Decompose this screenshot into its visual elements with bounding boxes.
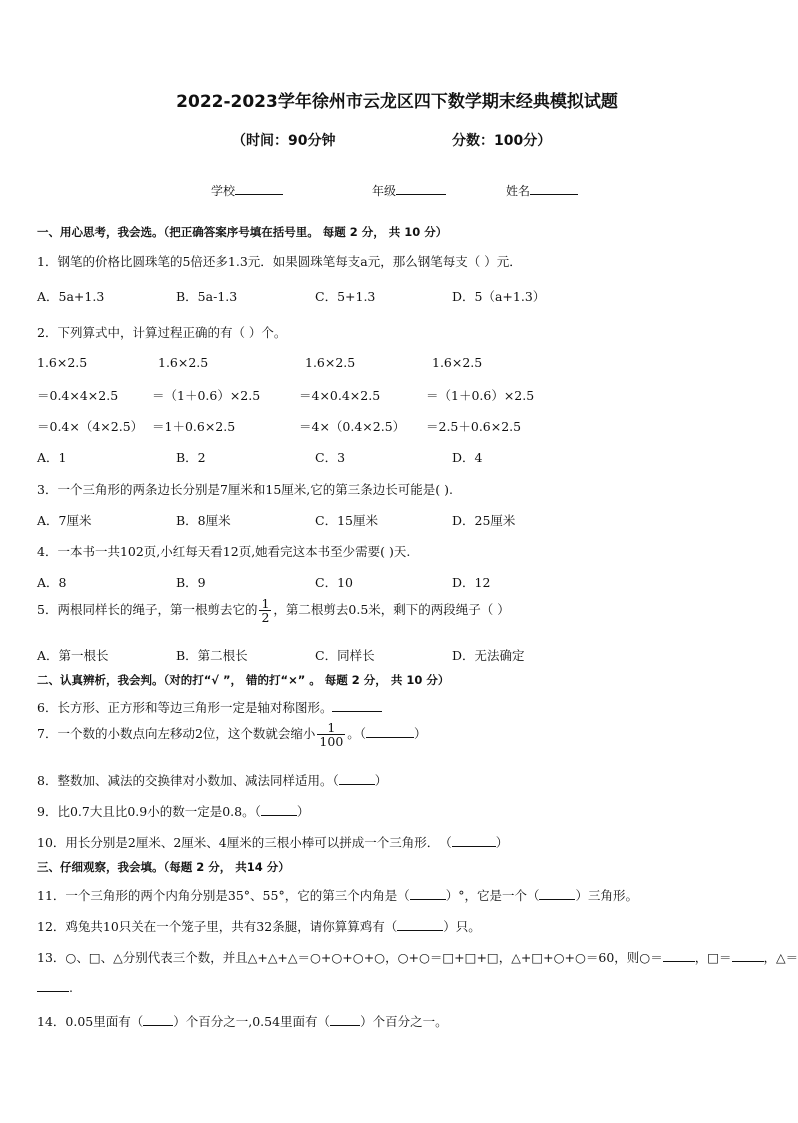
question-6	[37, 698, 382, 716]
q13-text-b: ，□＝	[694, 950, 732, 965]
q12-text-a: 12．鸡兔共10只关在一个笼子里，共有32条腿，请你算算鸡有（	[37, 919, 398, 934]
q11-blank-2[interactable]	[539, 887, 575, 900]
q9-answer-blank[interactable]	[261, 803, 297, 816]
question-8	[37, 771, 387, 789]
q2-col-c-line-2: ＝4×0.4×2.5	[299, 388, 381, 403]
q12-answer-blank[interactable]	[397, 918, 443, 931]
q13-blank-triangle[interactable]	[37, 979, 69, 992]
q2-col-b-line-2: ＝（1＋0.6）×2.5	[152, 388, 261, 403]
q11-text-b: ）°，它是一个（	[445, 888, 540, 903]
q10-text-b: ）	[495, 835, 509, 850]
q2-option-d[interactable]: D．4	[452, 450, 483, 465]
q5-text-a: 5．两根同样长的绳子，第一根剪去它的	[37, 602, 258, 618]
question-9	[37, 802, 309, 820]
q11-text-a: 11．一个三角形的两个内角分别是35°、55°，它的第三个内角是（	[37, 888, 410, 903]
q2-col-a-line-3: ＝0.4×（4×2.5）	[37, 419, 144, 434]
question-11	[37, 886, 638, 904]
q2-option-a[interactable]: A．1	[37, 450, 67, 465]
q11-text-c: ）三角形。	[575, 888, 638, 903]
q1-option-a[interactable]: A．5a+1.3	[37, 289, 105, 304]
q7-text-c: ）	[414, 726, 427, 742]
score-label: 分数：100分）	[452, 133, 552, 149]
q4-option-c[interactable]: C．10	[315, 575, 353, 590]
question-4: 4．一本书一共102页,小红每天看12页,她看完这本书至少需要( )天.	[37, 544, 411, 559]
q13-blank-square[interactable]	[732, 949, 764, 962]
section-2-heading: 二、认真辨析，我会判。（对的打“√ ”， 错的打“×” 。 每题 2 分， 共 10 分）	[37, 673, 450, 687]
q14-text-a: 14．0.05里面有（	[37, 1014, 144, 1029]
q3-option-d[interactable]: D．25厘米	[452, 513, 516, 528]
q5-frac-denominator: 2	[261, 610, 270, 626]
q8-text-a: 8．整数加、减法的交换律对小数加、减法同样适用。（	[37, 773, 339, 788]
grade-blank[interactable]	[396, 182, 446, 195]
q2-option-c[interactable]: C．3	[315, 450, 346, 465]
q7-text-b: 。（	[347, 726, 367, 742]
q3-option-b[interactable]: B．8厘米	[176, 513, 231, 528]
q6-answer-blank[interactable]	[332, 699, 382, 712]
q5-frac-numerator: 1	[261, 596, 270, 611]
q14-blank-1[interactable]	[143, 1013, 173, 1026]
q7-answer-blank[interactable]	[366, 725, 414, 738]
school-field	[211, 182, 283, 199]
q2-col-d-line-3: ＝2.5＋0.6×2.5	[426, 419, 522, 434]
q10-text-a: 10．用长分别是2厘米、2厘米、4厘米的三根小棒可以拼成一个三角形． （	[37, 835, 452, 850]
q1-option-c[interactable]: C．5+1.3	[315, 289, 376, 304]
school-label: 学校	[211, 184, 236, 198]
q7-frac-numerator: 1	[317, 721, 345, 735]
question-3: 3．一个三角形的两条边长分别是7厘米和15厘米,它的第三条边长可能是( ).	[37, 482, 453, 497]
q2-col-b-line-1: 1.6×2.5	[158, 355, 209, 370]
name-field	[506, 182, 578, 199]
q12-text-b: ）只。	[443, 919, 481, 934]
name-blank[interactable]	[530, 182, 578, 195]
q2-col-d-line-1: 1.6×2.5	[432, 355, 483, 370]
q2-col-c-line-3: ＝4×（0.4×2.5）	[299, 419, 406, 434]
q3-option-a[interactable]: A．7厘米	[37, 513, 92, 528]
q5-option-d[interactable]: D．无法确定	[452, 648, 525, 663]
q13-text-c: ，△＝	[763, 950, 798, 965]
q2-col-a-line-1: 1.6×2.5	[37, 355, 88, 370]
q5-option-b[interactable]: B．第二根长	[176, 648, 248, 663]
question-2: 2．下列算式中，计算过程正确的有（ ）个。	[37, 325, 287, 340]
school-blank[interactable]	[235, 182, 283, 195]
question-13	[37, 948, 798, 966]
question-7	[37, 721, 427, 748]
q8-text-b: ）	[374, 773, 388, 788]
grade-field	[372, 182, 446, 199]
q14-blank-2[interactable]	[330, 1013, 360, 1026]
q4-option-a[interactable]: A．8	[37, 575, 67, 590]
page-title: 2022-2023学年徐州市云龙区四下数学期末经典模拟试题	[176, 92, 618, 112]
question-14	[37, 1012, 448, 1030]
name-label: 姓名	[506, 184, 531, 198]
q5-fraction	[259, 597, 271, 624]
section-3-heading: 三、仔细观察，我会填。（每题 2 分， 共14 分）	[37, 860, 290, 874]
q5-option-c[interactable]: C．同样长	[315, 648, 375, 663]
q1-option-b[interactable]: B．5a-1.3	[176, 289, 238, 304]
question-1: 1．钢笔的价格比圆珠笔的5倍还多1.3元．如果圆珠笔每支a元，那么钢笔每支（ ）元．	[37, 254, 522, 269]
q14-text-c: ）个百分之一。	[360, 1014, 448, 1029]
question-12	[37, 917, 481, 935]
q9-text-b: ）	[296, 804, 310, 819]
q13-text-d: .	[69, 980, 73, 995]
q2-col-a-line-2: ＝0.4×4×2.5	[37, 388, 119, 403]
q9-text-a: 9．比0.7大且比0.9小的数一定是0.8。（	[37, 804, 261, 819]
q5-text-b: ，第二根剪去0.5米，剩下的两段绳子（ ）	[273, 602, 510, 618]
q13-blank-circle[interactable]	[663, 949, 695, 962]
q14-text-b: ）个百分之一,0.54里面有（	[173, 1014, 331, 1029]
question-13-continued	[37, 979, 73, 995]
q4-option-b[interactable]: B．9	[176, 575, 206, 590]
q11-blank-1[interactable]	[410, 887, 446, 900]
q13-text-a: 13．○、□、△分别代表三个数，并且△+△+△＝○+○+○+○，○+○＝□+□+□，△+□+○+○＝60，则○＝	[37, 950, 663, 965]
q2-option-b[interactable]: B．2	[176, 450, 206, 465]
question-5	[37, 597, 510, 624]
q2-col-b-line-3: ＝1＋0.6×2.5	[152, 419, 236, 434]
q7-frac-denominator: 100	[319, 734, 344, 750]
q1-option-d[interactable]: D．5（a+1.3）	[452, 289, 546, 304]
q7-fraction	[317, 721, 345, 748]
section-1-heading: 一、用心思考，我会选。（把正确答案序号填在括号里。 每题 2 分， 共 10 分）	[37, 225, 448, 239]
question-10	[37, 833, 508, 851]
q3-option-c[interactable]: C．15厘米	[315, 513, 378, 528]
grade-label: 年级	[372, 184, 397, 198]
q7-text-a: 7．一个数的小数点向左移动2位，这个数就会缩小	[37, 726, 316, 742]
q10-answer-blank[interactable]	[452, 834, 496, 847]
q5-option-a[interactable]: A．第一根长	[37, 648, 109, 663]
q4-option-d[interactable]: D．12	[452, 575, 491, 590]
q8-answer-blank[interactable]	[339, 772, 375, 785]
q2-col-c-line-1: 1.6×2.5	[305, 355, 356, 370]
q2-col-d-line-2: ＝（1＋0.6）×2.5	[426, 388, 535, 403]
q6-text: 6．长方形、正方形和等边三角形一定是轴对称图形。	[37, 700, 333, 715]
time-label: （时间：90分钟	[232, 133, 336, 149]
